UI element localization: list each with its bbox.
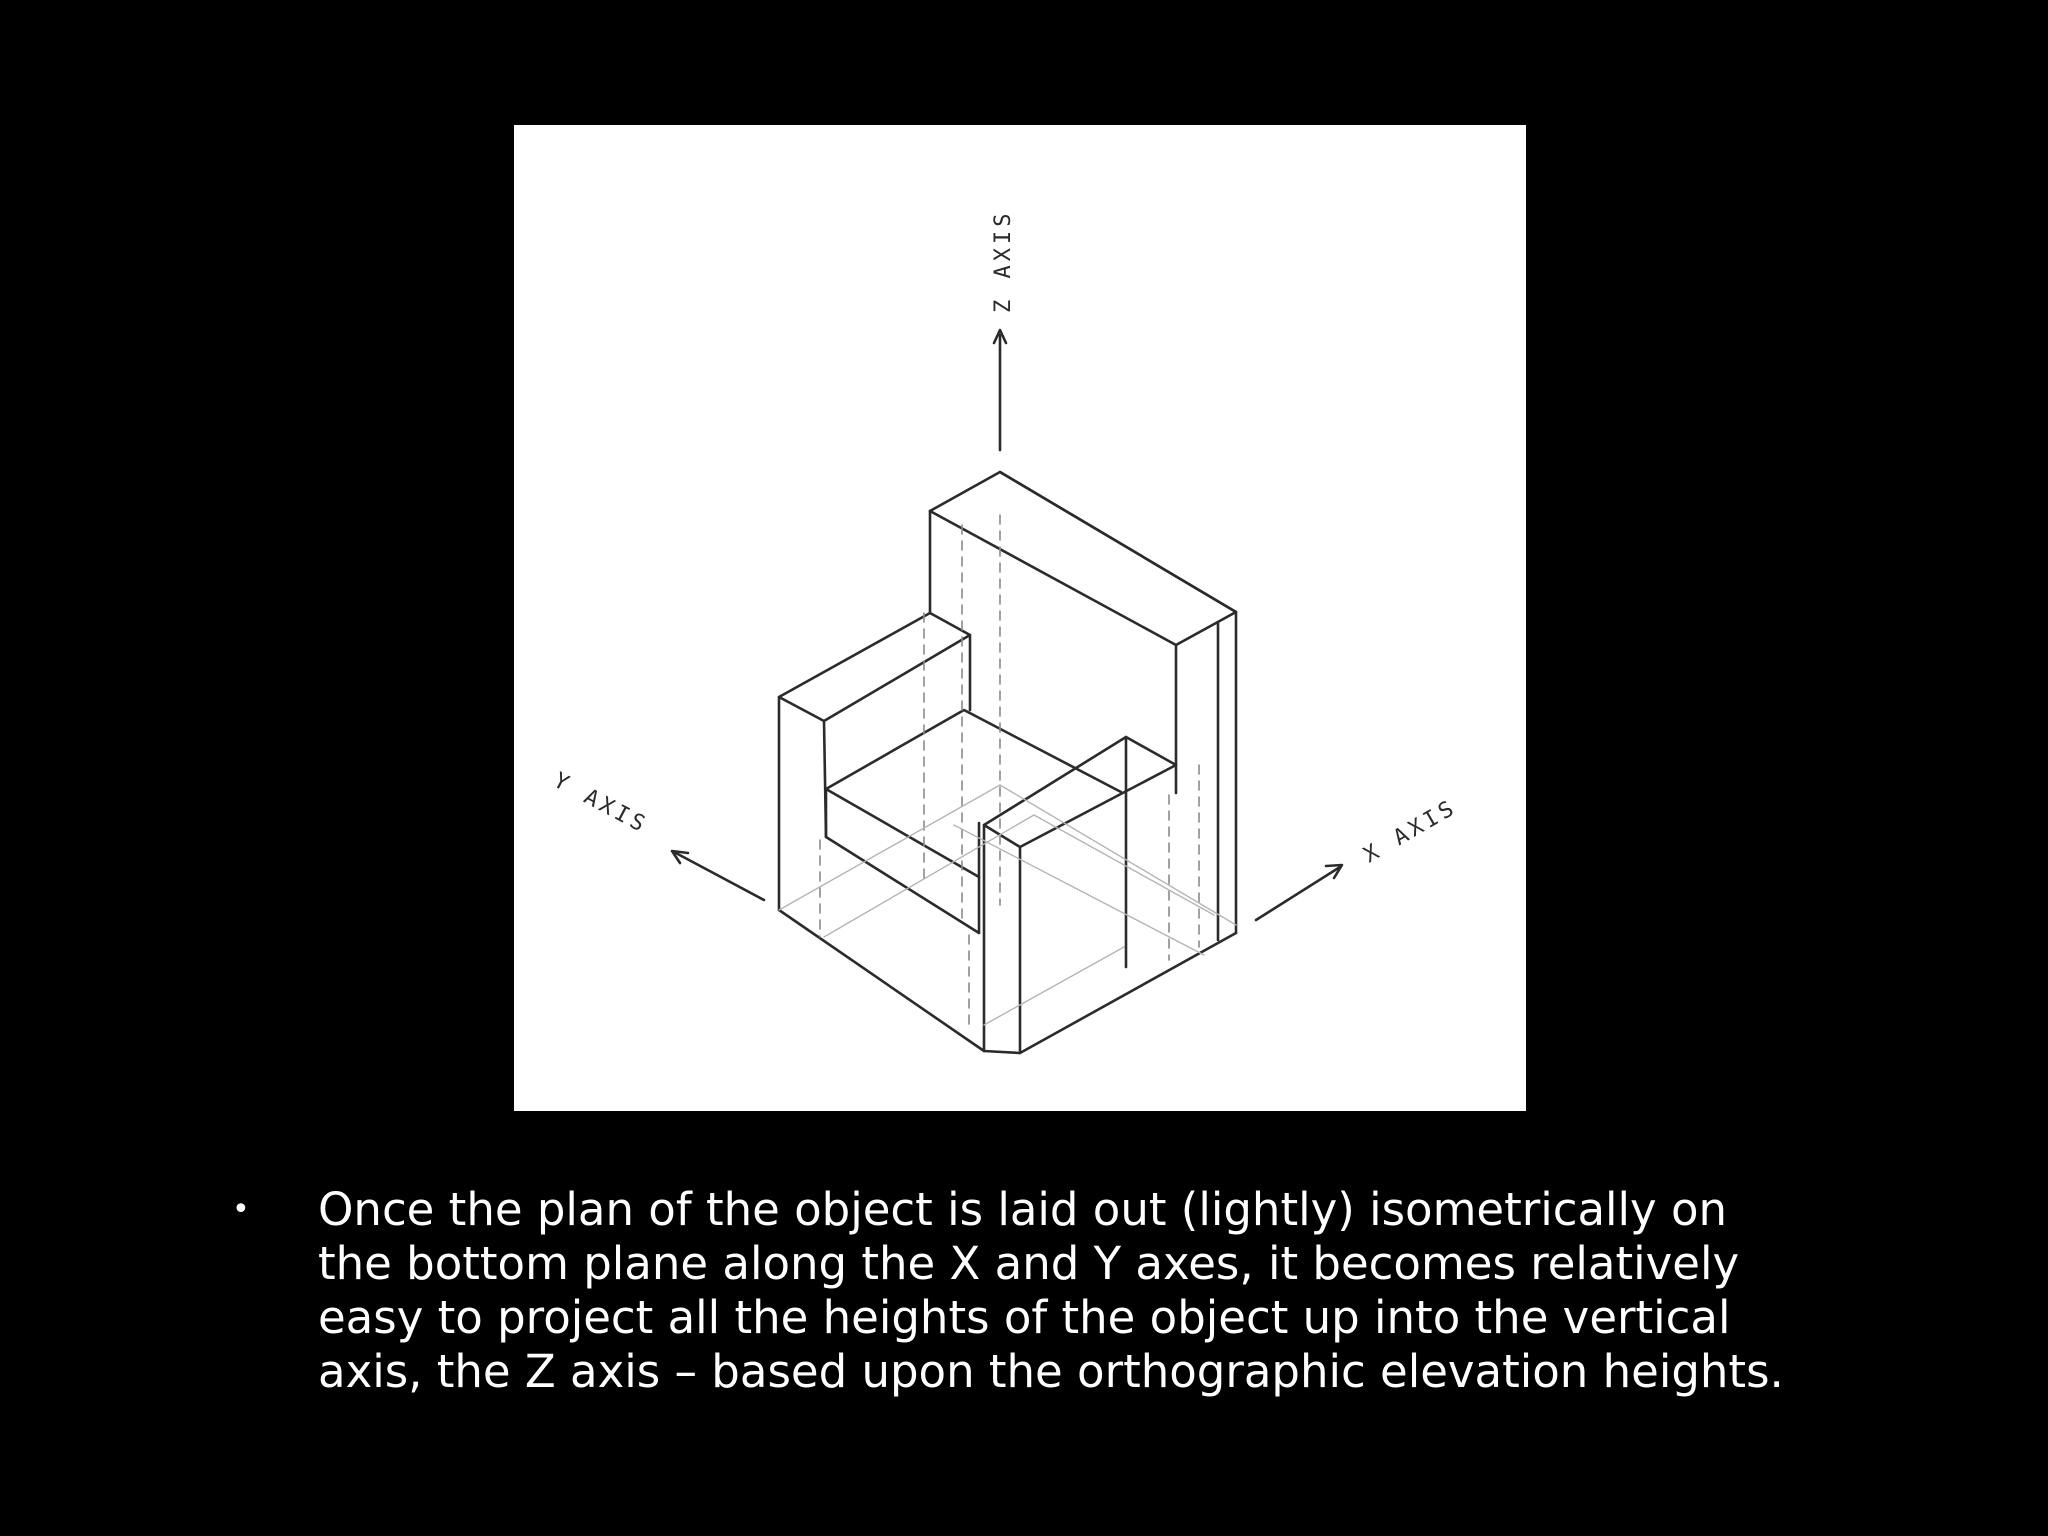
bullet-text-line: easy to project all the heights of the object up into the vertical — [318, 1291, 1731, 1344]
bullet-marker: • — [232, 1192, 250, 1227]
plan-line — [1034, 815, 1214, 915]
plan-line — [984, 947, 1124, 1025]
bullet-text-line: the bottom plane along the X and Y axes, it becomes relatively — [318, 1237, 1740, 1290]
z-axis-label: Z AXIS — [991, 209, 1016, 313]
y-axis-label: Y AXIS — [549, 768, 653, 839]
plan-line — [954, 825, 1204, 955]
plan-line — [779, 785, 1000, 910]
backrest-outline — [930, 472, 1236, 933]
bullet-text — [318, 1183, 1818, 1399]
left-arm-top — [779, 613, 970, 721]
isometric-chair-figure — [514, 125, 1526, 1111]
plan-line — [824, 815, 1034, 937]
bullet-item — [226, 1183, 1846, 1399]
seat-front-top — [826, 789, 979, 877]
plan-line — [1000, 785, 1236, 925]
x-axis-label: X AXIS — [1359, 794, 1462, 869]
bullet-text-line: axis, the Z axis – based upon the orthographic elevation heights. — [318, 1345, 1784, 1398]
backrest-top-front — [930, 511, 1176, 645]
y-axis-line — [674, 852, 764, 900]
seat-top — [826, 710, 1121, 792]
backrest-top-right — [1176, 612, 1236, 645]
bullet-text-line: Once the plan of the object is laid out (lightly) isometrically on — [318, 1183, 1728, 1236]
backrest-top-back — [1000, 472, 1236, 612]
base-left-edge — [779, 910, 1236, 1053]
x-axis-line — [1256, 867, 1340, 920]
isometric-chair-sketch — [514, 125, 1526, 1111]
